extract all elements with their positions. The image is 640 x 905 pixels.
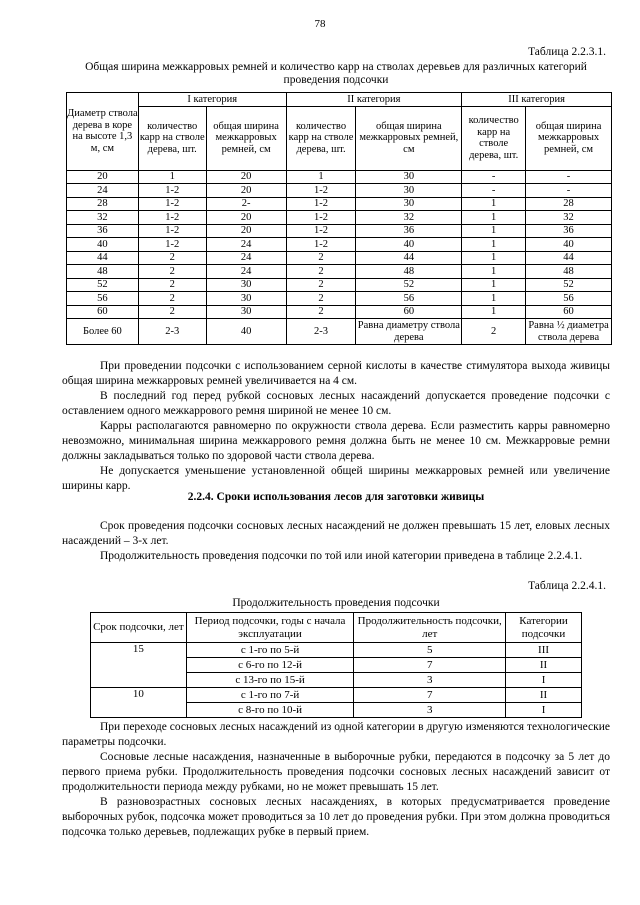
header-category-2: II категория [286, 93, 462, 107]
table-cell: 48 [526, 265, 612, 279]
table-cell: 20 [206, 184, 286, 198]
section-heading: 2.2.4. Сроки использования лесов для заготовки живицы [187, 491, 485, 503]
table-cell: 1-2 [286, 197, 356, 211]
header-category-3: III категория [462, 93, 612, 107]
category-cell: II [506, 688, 582, 703]
table-cell: 2 [286, 265, 356, 279]
period-cell: с 13-го по 15-й [186, 673, 354, 688]
table-cell: 60 [526, 305, 612, 319]
table-cell: 1 [462, 211, 526, 225]
table-cell: 2 [286, 251, 356, 265]
table-cell: 1-2 [286, 238, 356, 252]
header-category-1: I категория [138, 93, 286, 107]
table-cell: 2-3 [138, 319, 206, 345]
table-cell: 1 [286, 170, 356, 184]
table-cell: 30 [206, 305, 286, 319]
table-cell: 32 [356, 211, 462, 225]
table-cell: 2- [206, 197, 286, 211]
header-width-c3: общая ширина межкарровых ремней, см [526, 106, 612, 170]
table-cell: 48 [356, 265, 462, 279]
table-cell: 20 [206, 211, 286, 225]
table-cell: 1 [462, 278, 526, 292]
table-row [67, 184, 612, 198]
paragraph: Продолжительность проведения подсочки по той или иной категории приведена в таблице 2.2.4.1. [100, 550, 583, 562]
table-cell: 40 [206, 319, 286, 345]
table-cell: 2 [462, 319, 526, 345]
table-cell: 20 [206, 224, 286, 238]
header-width-c2: общая ширина межкарровых ремней, см [356, 106, 462, 170]
duration-cell: 3 [354, 703, 506, 718]
table-cell: 28 [526, 197, 612, 211]
table-title: Общая ширина межкарровых ремней и количество карр на стволах деревьев для различных категорий проведения подсочки [85, 61, 587, 86]
header-duration: Продолжительность подсочки, лет [354, 613, 506, 643]
table-cell: 1 [462, 238, 526, 252]
table-cell: 1 [462, 265, 526, 279]
table-cell: 60 [356, 305, 462, 319]
table-body [91, 643, 582, 718]
category-cell: III [506, 643, 582, 658]
table-cell: 1-2 [138, 184, 206, 198]
table-row [67, 170, 612, 184]
table-cell: 1-2 [286, 184, 356, 198]
table-row [67, 305, 612, 319]
table-row [67, 278, 612, 292]
table-cell: 1 [462, 292, 526, 306]
paragraph: В разновозрастных сосновых лесных насаждениях, в которых предусматривается проведение выборочных рубок, подсочка может проводиться за 10 лет до проведения рубки. При этом должна проводиться подсочка только деревьев, подлежащих рубке в первый прием. [62, 796, 610, 838]
table-cell: - [526, 184, 612, 198]
table-cell: - [526, 170, 612, 184]
table-cell: 40 [526, 238, 612, 252]
table-cell: 52 [526, 278, 612, 292]
paragraph: Сосновые лесные насаждения, назначенные в выборочные рубки, передаются в подсочку за 5 лет до первого приема рубки. Продолжительность проведения подсочки сосновых лесных насаждений зависит от продолжительности периода между рубками, но не может превышать 15 лет. [62, 751, 610, 793]
table-cell: 1 [462, 224, 526, 238]
table-cell: 30 [356, 197, 462, 211]
table-cell: - [462, 184, 526, 198]
table-cell: 2 [286, 278, 356, 292]
paragraph: При переходе сосновых лесных насаждений из одной категории в другую изменяются технологические параметры подсочки. [62, 721, 610, 748]
table-cell: 44 [356, 251, 462, 265]
table-cell: 40 [356, 238, 462, 252]
table-row [67, 265, 612, 279]
header-count-c2: количество карр на стволе дерева, шт. [286, 106, 356, 170]
table-title: Продолжительность проведения подсочки [232, 597, 440, 609]
table-cell: 2 [138, 305, 206, 319]
table-row [67, 224, 612, 238]
table-cell: 2 [286, 292, 356, 306]
table-cell: 36 [67, 224, 139, 238]
table-cell: 1 [138, 170, 206, 184]
table-cell: 30 [206, 292, 286, 306]
table-cell: - [462, 170, 526, 184]
header-count-c1: количество карр на стволе дерева, шт. [138, 106, 206, 170]
table-cell: 28 [67, 197, 139, 211]
category-cell: I [506, 703, 582, 718]
header-width-c1: общая ширина межкарровых ремней, см [206, 106, 286, 170]
duration-table [90, 612, 582, 718]
table-cell: 1 [462, 251, 526, 265]
period-cell: с 1-го по 5-й [186, 643, 354, 658]
table-cell: 1-2 [286, 211, 356, 225]
table-row [67, 211, 612, 225]
table-cell: 24 [206, 251, 286, 265]
table-cell: Равна ½ диаметра ствола дерева [526, 319, 612, 345]
table-cell: 20 [206, 170, 286, 184]
table-cell: 30 [356, 170, 462, 184]
period-cell: с 6-го по 12-й [186, 658, 354, 673]
paragraph: При проведении подсочки с использованием серной кислоты в качестве стимулятора выхода живицы общая ширина межкарровых ремней увеличивается на 4 см. [62, 360, 610, 387]
table-cell: 56 [67, 292, 139, 306]
paragraph: Не допускается уменьшение установленной общей ширины межкарровых ремней или увеличение ширины карр. [62, 465, 610, 492]
table-cell: 56 [526, 292, 612, 306]
table-row [67, 197, 612, 211]
table-cell: 2 [286, 305, 356, 319]
duration-cell: 3 [354, 673, 506, 688]
table-cell: 24 [67, 184, 139, 198]
table-row [67, 319, 612, 345]
header-category: Категории подсочки [506, 613, 582, 643]
paragraph: Срок проведения подсочки сосновых лесных насаждений не должен превышать 15 лет, еловых лесных насаждений – 3-х лет. [62, 520, 610, 547]
category-cell: I [506, 673, 582, 688]
table-cell: 2 [138, 251, 206, 265]
table-label: Таблица 2.2.3.1. [528, 46, 606, 58]
table-row [67, 238, 612, 252]
table-cell: 40 [67, 238, 139, 252]
table-cell: 44 [526, 251, 612, 265]
table-cell: 24 [206, 238, 286, 252]
term-cell: 10 [91, 688, 187, 718]
table-cell: 2 [138, 265, 206, 279]
table-cell: 1-2 [138, 211, 206, 225]
category-width-table [66, 92, 612, 345]
table-cell: 32 [526, 211, 612, 225]
text-block-3 [62, 720, 610, 840]
table-cell: 20 [67, 170, 139, 184]
table-cell: 2 [138, 278, 206, 292]
header-term: Срок подсочки, лет [91, 613, 187, 643]
header-period: Период подсочки, годы с начала эксплуатации [186, 613, 354, 643]
duration-cell: 7 [354, 688, 506, 703]
header-diameter: Диаметр ствола дерева в коре на высоте 1,3 м, см [67, 93, 139, 171]
duration-cell: 7 [354, 658, 506, 673]
table-cell: 2 [138, 292, 206, 306]
table-cell: 56 [356, 292, 462, 306]
table-cell: 32 [67, 211, 139, 225]
category-cell: II [506, 658, 582, 673]
header-count-c3: количество карр на стволе дерева, шт. [462, 106, 526, 170]
table-cell: 1-2 [138, 224, 206, 238]
table-cell: 1 [462, 305, 526, 319]
table-cell: 48 [67, 265, 139, 279]
table-body [67, 170, 612, 345]
table-cell: 30 [356, 184, 462, 198]
duration-cell: 5 [354, 643, 506, 658]
table-cell: 1-2 [286, 224, 356, 238]
table-cell: 30 [206, 278, 286, 292]
table-cell: 36 [356, 224, 462, 238]
table-cell: Более 60 [67, 319, 139, 345]
table-cell: 44 [67, 251, 139, 265]
table-cell: 36 [526, 224, 612, 238]
table-cell: 1-2 [138, 197, 206, 211]
text-block-1 [62, 359, 610, 494]
table-row [91, 688, 582, 703]
table-cell: 24 [206, 265, 286, 279]
table-label: Таблица 2.2.4.1. [528, 580, 606, 592]
page-number: 78 [314, 18, 326, 30]
period-cell: с 1-го по 7-й [186, 688, 354, 703]
paragraph: Карры располагаются равномерно по окружности ствола дерева. Если разместить карры равномерно невозможно, минимальная ширина межкаррового ремня должна быть не менее 10 см. Межкарровые ремни должны закладываться только по здоровой части ствола дерева. [62, 420, 610, 462]
paragraph: В последний год перед рубкой сосновых лесных насаждений допускается проведение подсочки с оставлением одного межкаррового ремня шириной не менее 10 см. [62, 390, 610, 417]
table-cell: Равна диаметру ствола дерева [357, 320, 460, 343]
table-cell: 52 [356, 278, 462, 292]
table-cell: 1-2 [138, 238, 206, 252]
period-cell: с 8-го по 10-й [186, 703, 354, 718]
table-cell: 60 [67, 305, 139, 319]
table-row [67, 292, 612, 306]
table-cell: 1 [462, 197, 526, 211]
table-cell: 52 [67, 278, 139, 292]
term-cell: 15 [91, 643, 187, 688]
table-row [91, 643, 582, 658]
table-row [67, 251, 612, 265]
table-cell: 2-3 [286, 319, 356, 345]
text-block-2 [62, 519, 610, 564]
